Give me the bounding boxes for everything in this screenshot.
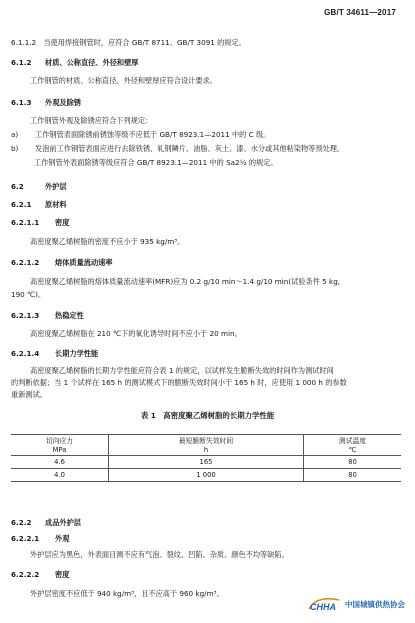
list-item-b-cont: 工作钢管外表面除锈等级应符合 GB/T 8923.1—2011 中的 Sa2½ 的规定。 <box>34 158 278 167</box>
col-header-failure-time: 最短脆断失效时间 <box>109 435 304 446</box>
para-6213: 高密度聚乙烯树脂在 210 ℃下的氧化诱导时间不应小于 20 min。 <box>30 329 242 338</box>
clause-6112: 6.1.1.2 当使用焊接钢管时，应符合 GB/T 8711、GB/T 3091 的规定。 <box>11 38 246 47</box>
list-item-a-mark: a) <box>11 130 19 139</box>
heading-62 <box>11 182 399 192</box>
heading-622-title: 成品外护层 <box>45 518 81 527</box>
list-item-b-mark: b) <box>11 144 19 153</box>
list-item-b-text: 发泡前工作钢管表面应进行去除铁锈、轧钢鳞片、油脂、灰土、漆、水分或其他粘染物等预处理。 <box>35 144 345 153</box>
association-logo <box>306 595 405 613</box>
cell-temperature: 80 <box>304 456 402 469</box>
heading-613-num: 6.1.3 <box>11 98 32 107</box>
heading-6212-num: 6.2.1.2 <box>11 258 40 267</box>
para-6214-line3: 重新测试。 <box>11 390 47 399</box>
heading-6222-title: 密度 <box>55 570 70 579</box>
heading-6213-num: 6.2.1.3 <box>11 311 40 320</box>
logo-text: 中国城镇供热协会 <box>345 599 405 609</box>
heading-621 <box>11 200 399 210</box>
unit-failure-time: h <box>109 445 304 456</box>
standard-number: GB/T 34611—2017 <box>324 8 396 17</box>
heading-612-title: 材质、公称直径、外径和壁厚 <box>45 58 139 67</box>
heading-62-num: 6.2 <box>11 182 24 191</box>
heading-6212-title: 熔体质量流动速率 <box>55 258 113 267</box>
para-613: 工作钢管外观及除锈应符合下列规定： <box>30 116 153 125</box>
list-item-a-text: 工作钢管表面除锈前锈蚀等级不应低于 GB/T 8923.1—2011 中的 C 级。 <box>35 130 271 139</box>
para-6214-line1: 高密度聚乙烯树脂的长期力学性能应符合表 1 的规定，以试样发生脆断失效的时间作为测试时间 <box>30 366 334 375</box>
heading-613-title: 外观及除锈 <box>45 98 81 107</box>
unit-temperature: ℃ <box>304 445 402 456</box>
heading-612 <box>11 58 399 68</box>
para-6221: 外护层应为黑色，外表面目测不应有气泡、裂纹、凹陷、杂质、颜色不均等缺陷。 <box>30 550 289 559</box>
table-header-row <box>11 435 401 446</box>
heading-6221 <box>11 534 399 544</box>
chha-logo-icon <box>306 595 342 613</box>
cell-failure-time: 1 000 <box>109 469 304 482</box>
para-6214-line2: 的判断依据；当 1 个试样在 165 h 的测试模式下的脆断失效时间小于 165 h 时，应使用 1 000 h 的参数 <box>11 378 347 387</box>
heading-622-num: 6.2.2 <box>11 518 32 527</box>
cell-temperature: 80 <box>304 469 402 482</box>
heading-621-title: 原材料 <box>45 200 67 209</box>
table-1-title: 表 1 高密度聚乙烯树脂的长期力学性能 <box>140 411 275 420</box>
col-header-stress: 切向应力 <box>11 435 109 446</box>
table-row <box>11 456 401 469</box>
heading-621-num: 6.2.1 <box>11 200 32 209</box>
heading-6214-title: 长期力学性能 <box>55 349 99 358</box>
para-6212-line1: 高密度聚乙烯树脂的熔体质量流动速率(MFR)应为 0.2 g/10 min～1.4 g/10 min(试验条件 5 kg, <box>30 277 341 286</box>
table-unit-row <box>11 445 401 456</box>
heading-622 <box>11 518 399 528</box>
heading-6214-num: 6.2.1.4 <box>11 349 40 358</box>
para-6222: 外护层密度不应低于 940 kg/m³，且不应高于 960 kg/m³。 <box>30 589 224 598</box>
heading-6213 <box>11 311 399 321</box>
heading-6213-title: 热稳定性 <box>55 311 84 320</box>
logo-mark: CHHA <box>310 602 336 612</box>
unit-stress: MPa <box>11 445 109 456</box>
heading-6211-title: 密度 <box>55 218 70 227</box>
heading-6212 <box>11 258 399 268</box>
heading-613 <box>11 98 399 108</box>
cell-stress: 4.0 <box>11 469 109 482</box>
table-1 <box>11 434 401 482</box>
heading-6222 <box>11 570 399 580</box>
heading-6211 <box>11 218 399 228</box>
heading-6221-num: 6.2.2.1 <box>11 534 40 543</box>
para-6211: 高密度聚乙烯树脂的密度不应小于 935 kg/m³。 <box>30 237 185 246</box>
heading-6222-num: 6.2.2.2 <box>11 570 40 579</box>
col-header-temperature: 测试温度 <box>304 435 402 446</box>
cell-stress: 4.6 <box>11 456 109 469</box>
heading-6214 <box>11 349 399 359</box>
table-row <box>11 469 401 482</box>
list-item-b <box>11 144 399 154</box>
heading-6211-num: 6.2.1.1 <box>11 218 40 227</box>
para-6212-line2: 190 ℃)。 <box>11 290 46 299</box>
list-item-a <box>11 130 399 140</box>
cell-failure-time: 165 <box>109 456 304 469</box>
para-612: 工作钢管的材质、公称直径、外径和壁厚应符合设计要求。 <box>30 76 217 85</box>
heading-612-num: 6.1.2 <box>11 58 32 67</box>
heading-62-title: 外护层 <box>45 182 67 191</box>
heading-6221-title: 外观 <box>55 534 70 543</box>
